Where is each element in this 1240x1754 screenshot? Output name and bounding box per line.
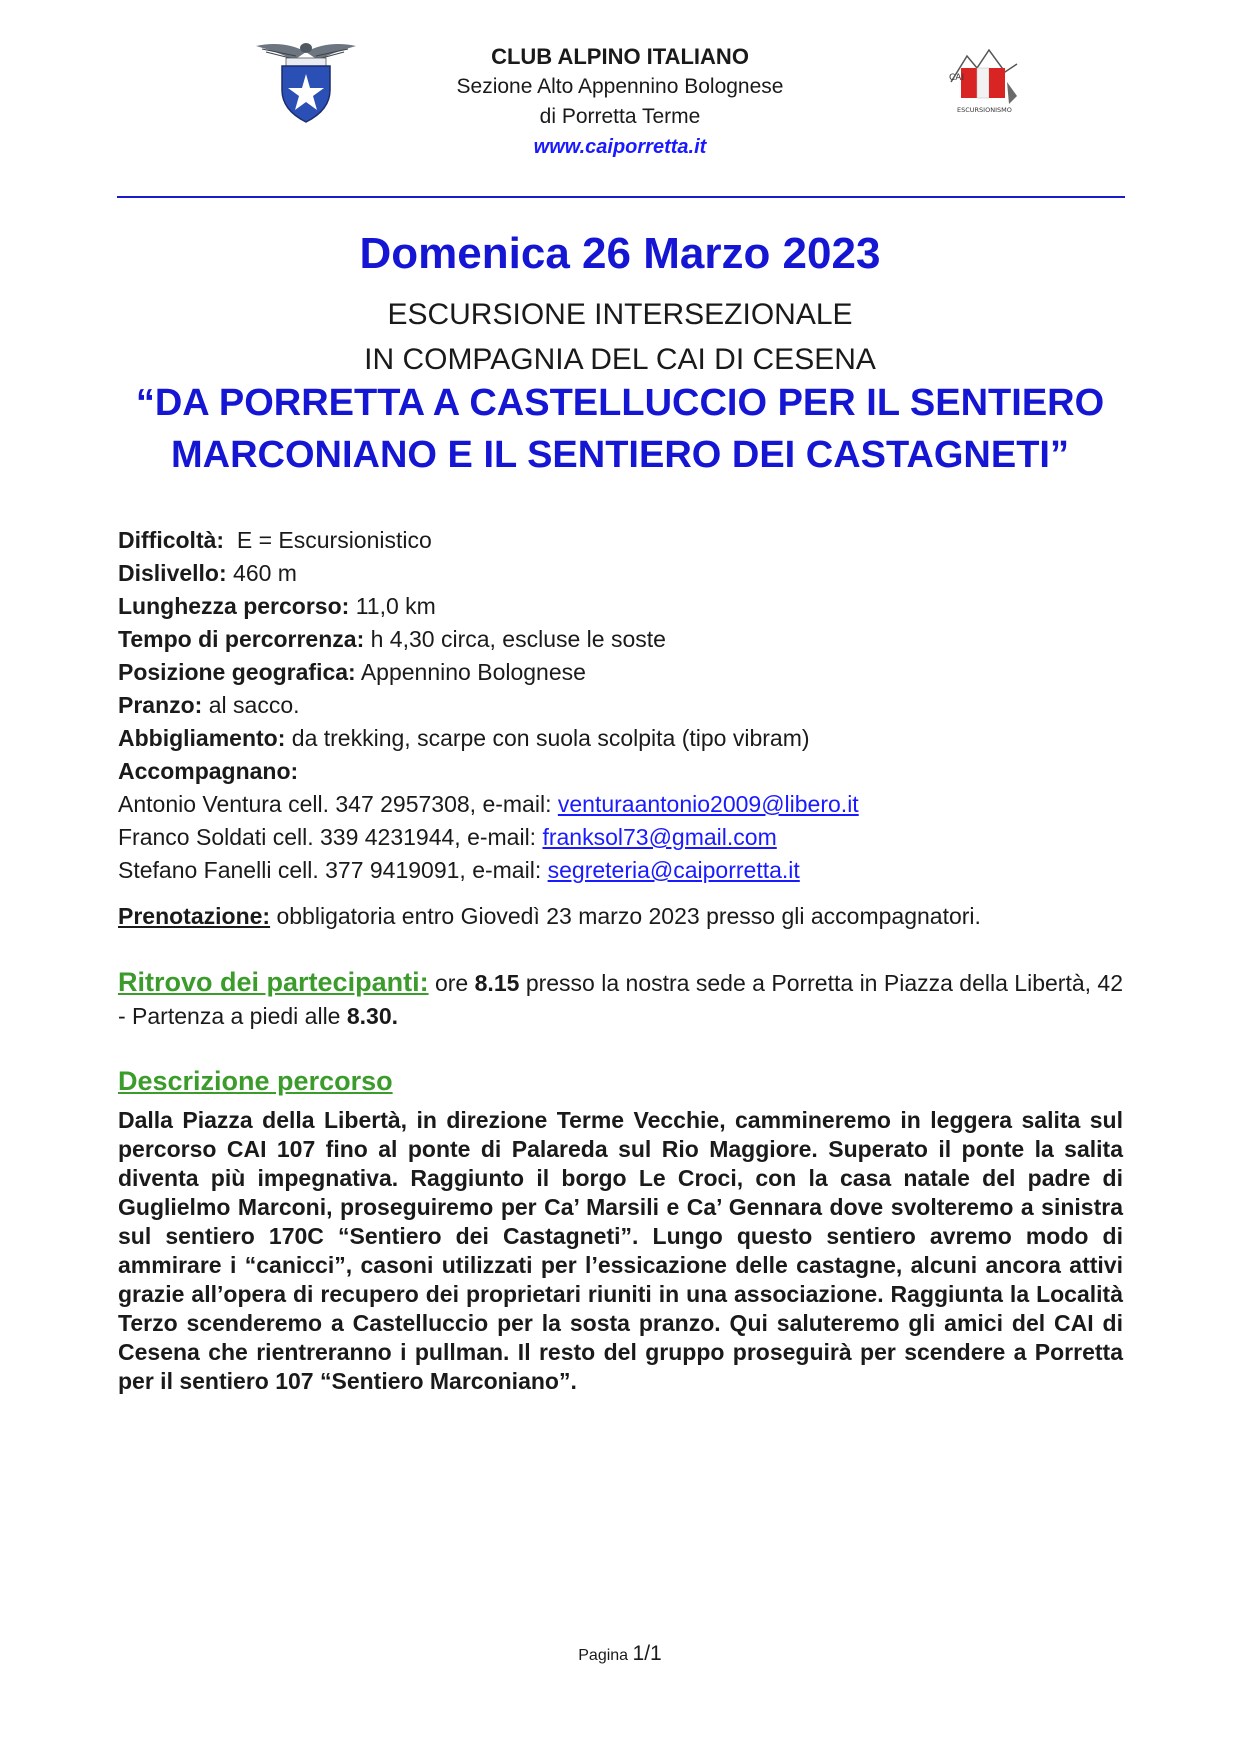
header-divider: [117, 196, 1125, 198]
elevation-label: Dislivello:: [118, 560, 227, 586]
logo-cai-text: CAI: [949, 73, 965, 83]
page-label: Pagina: [578, 1647, 629, 1664]
headline-line: MARCONIANO E IL SENTIERO DEI CASTAGNETI”: [171, 434, 1069, 476]
guides-row: [118, 755, 859, 788]
departure-time: 8.30.: [346, 1003, 399, 1029]
route-description: Dalla Piazza della Libertà, in direzione Terme Vecchie, cammineremo in leggera salita sul percorso CAI 107 fino al ponte di Palareda sul Rio Maggiore. Superato il ponte la salita diventa più impegnativa. Raggiunto il borgo Le Croci, con la casa natale del padre di Guglielmo Marconi, proseguiremo per Ca’ Marsili e Ca’ Gennara dove svolteremo a sinistra sul sentiero 170C “Sentiero dei Castagneti”. Lungo questo sentiero avremo modo di ammirare i “canicci”, casoni utilizzati per l’essicazione delle castagne, alcuni ancora attivi grazie all’opera di recupero dei proprietari riuniti in una associazione. Raggiunta la Località Terzo scenderemo a Castelluccio per la sosta pranzo. Qui saluteremo gli amici del CAI di Cesena che rientreranno i pullman. Il resto del gruppo proseguirà per scendere a Porretta per il sentiero 107 “Sentiero Marconiano”.: [118, 1107, 1123, 1394]
organization-name: CLUB ALPINO ITALIANO: [491, 44, 749, 69]
meeting-label: Ritrovo dei partecipanti:: [118, 967, 429, 997]
meeting-paragraph: [118, 966, 1123, 1033]
difficulty-value: E = Escursionistico: [236, 527, 432, 553]
clothing-value: da trekking, scarpe con suola scolpita (tipo vibram): [291, 725, 810, 751]
contact-info: Antonio Ventura cell. 347 2957308, e-mail:: [118, 791, 552, 817]
guides-label: Accompagnano:: [118, 758, 299, 784]
page-number: 1/1: [632, 1642, 662, 1665]
lunch-label: Pranzo:: [118, 692, 203, 718]
subtitle-line: IN COMPAGNIA DEL CAI DI CESENA: [364, 343, 876, 376]
event-headline: [0, 377, 1240, 481]
clothing-label: Abbigliamento:: [118, 725, 286, 751]
duration-row: [118, 623, 859, 656]
contact-email-link[interactable]: franksol73@gmail.com: [542, 824, 777, 850]
meeting-time: 8.15: [474, 970, 520, 996]
event-subtitle: [0, 292, 1240, 382]
duration-label: Tempo di percorrenza:: [118, 626, 365, 652]
lunch-value: al sacco.: [208, 692, 300, 718]
headline-line: “DA PORRETTA A CASTELLUCCIO PER IL SENTIERO: [135, 382, 1105, 424]
logo-escursionismo-text: ESCURSIONISMO: [957, 106, 1012, 114]
cai-escursionismo-logo: [945, 42, 1025, 122]
lunch-row: [118, 689, 859, 722]
section-place: di Porretta Terme: [539, 105, 701, 128]
event-date: Domenica 26 Marzo 2023: [359, 229, 881, 278]
contact-info: Stefano Fanelli cell. 377 9419091, e-mail:: [118, 857, 542, 883]
booking-label: Prenotazione:: [118, 903, 271, 929]
location-row: [118, 656, 859, 689]
location-label: Posizione geografica:: [118, 659, 356, 685]
contact-line: [118, 821, 859, 854]
elevation-row: [118, 557, 859, 590]
description-heading: Descrizione percorso: [118, 1066, 393, 1096]
difficulty-label: Difficoltà:: [118, 527, 225, 553]
page-footer: [0, 1642, 1240, 1666]
website-link[interactable]: www.caiporretta.it: [533, 136, 707, 158]
contact-info: Franco Soldati cell. 339 4231944, e-mail:: [118, 824, 537, 850]
meeting-text: ore: [434, 970, 469, 996]
booking-value: obbligatoria entro Giovedì 23 marzo 2023 presso gli accompagnatori.: [276, 903, 981, 929]
length-row: [118, 590, 859, 623]
length-value: 11,0 km: [355, 593, 436, 619]
trip-details: [118, 524, 859, 887]
meeting-text: presso la nostra sede a Porretta in Piazza della Libertà, 42 - Partenza a piedi alle: [118, 970, 1124, 1029]
difficulty-row: [118, 524, 859, 557]
elevation-value: 460 m: [233, 560, 297, 586]
booking-row: [118, 900, 981, 933]
letterhead: [300, 42, 940, 162]
location-value: Appennino Bolognese: [360, 659, 586, 685]
contact-line: [118, 854, 859, 887]
contact-email-link[interactable]: segreteria@caiporretta.it: [547, 857, 800, 883]
duration-value: h 4,30 circa, escluse le soste: [370, 626, 666, 652]
contact-email-link[interactable]: venturaantonio2009@libero.it: [557, 791, 859, 817]
contact-line: [118, 788, 859, 821]
section-name: Sezione Alto Appennino Bolognese: [456, 75, 784, 98]
length-label: Lunghezza percorso:: [118, 593, 350, 619]
clothing-row: [118, 722, 859, 755]
subtitle-line: ESCURSIONE INTERSEZIONALE: [387, 298, 853, 331]
